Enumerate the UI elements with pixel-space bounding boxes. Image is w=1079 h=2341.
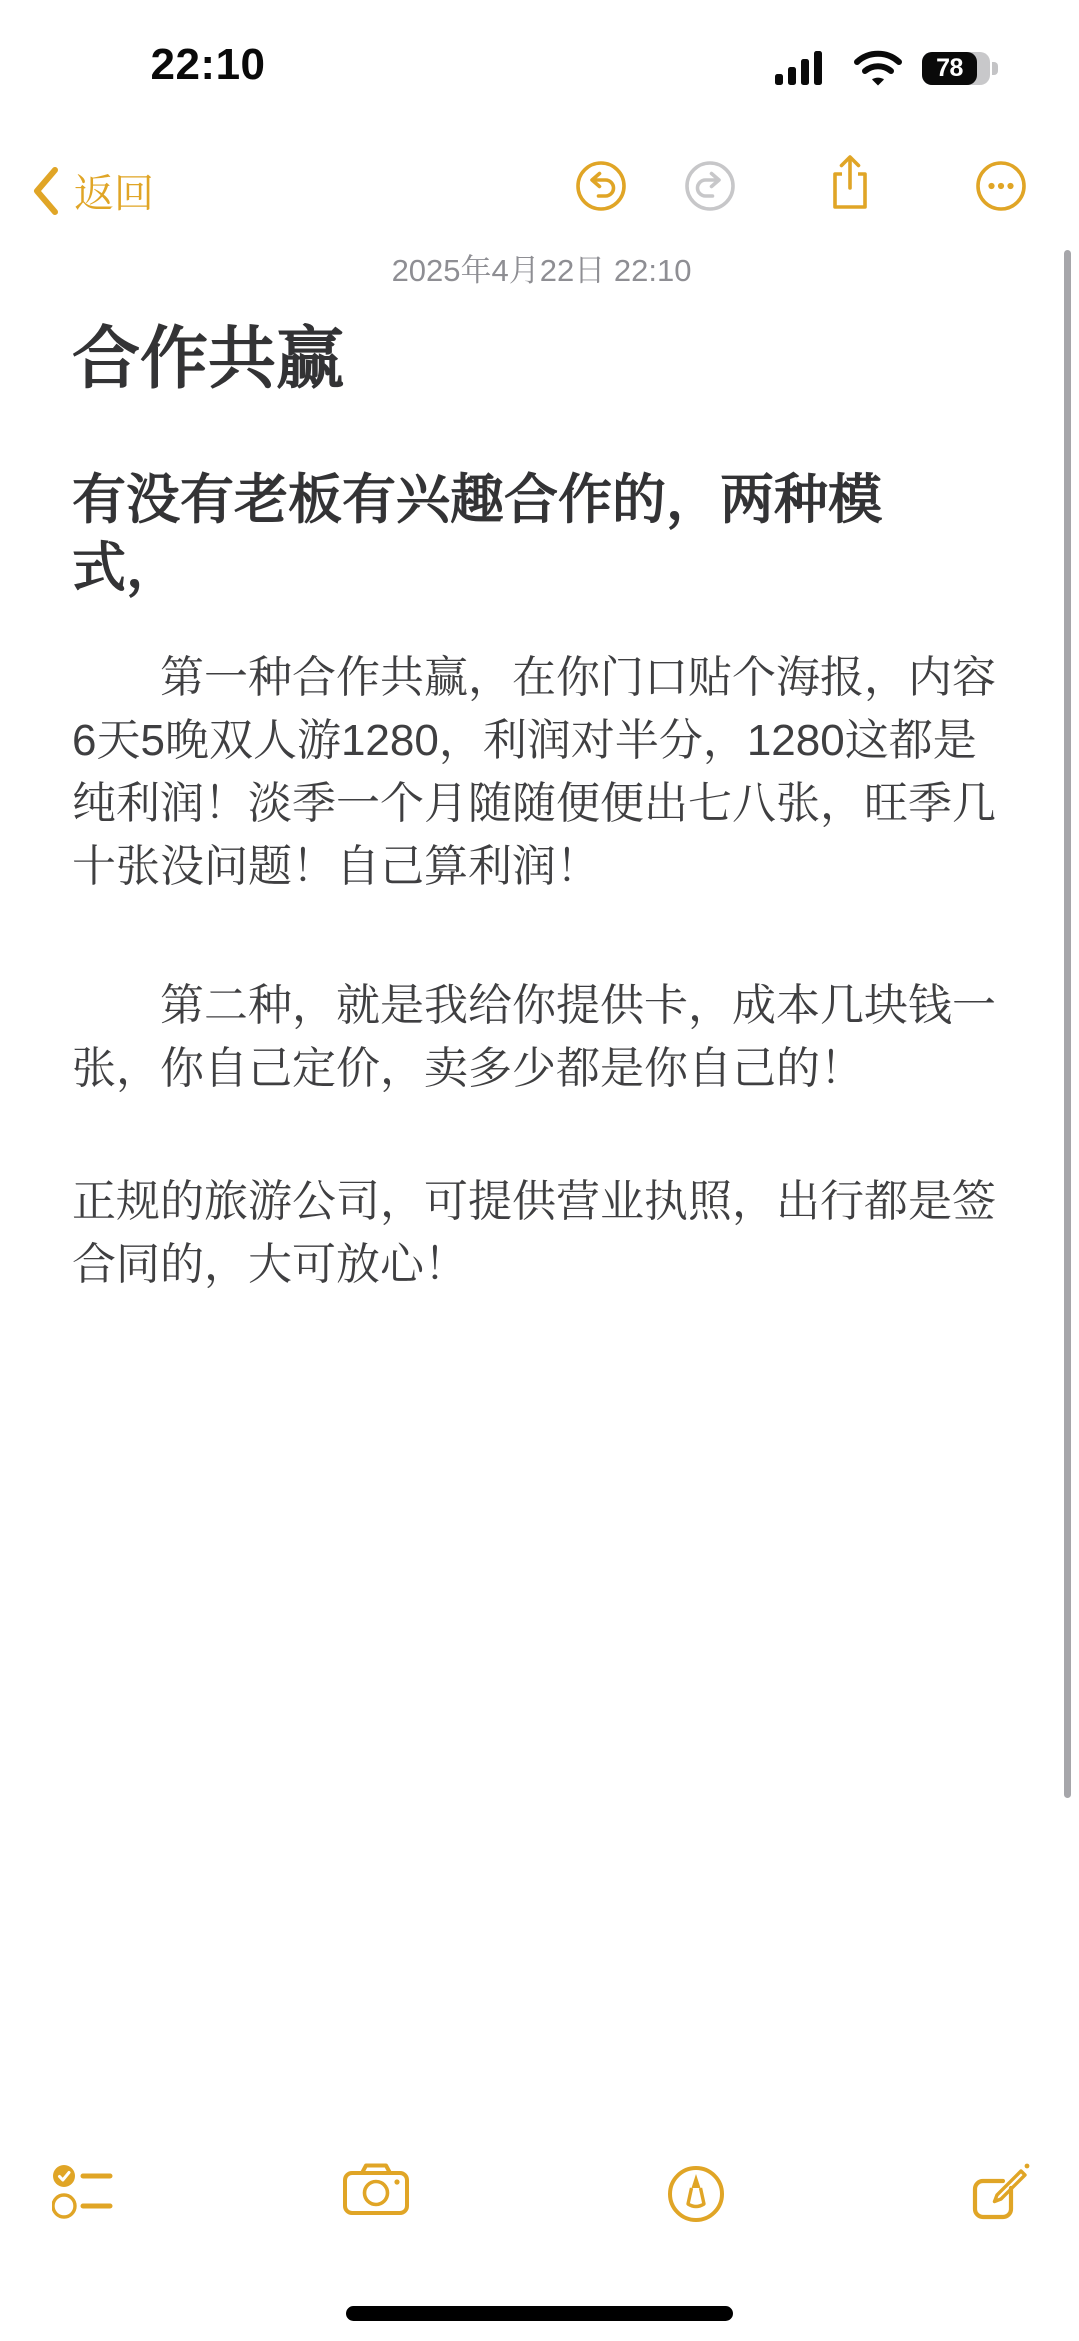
share-icon[interactable] — [824, 152, 876, 212]
note-paragraph — [72, 974, 1011, 1100]
wifi-icon — [853, 50, 903, 86]
paragraph-line: 6天5晚双人游1280，利润对半分，1280这都是 — [72, 716, 977, 765]
battery-percent: 78 — [936, 53, 963, 82]
battery-cap — [992, 62, 998, 75]
paragraph-line: 纯利润！淡季一个月随随便便出七八张，旺季几 — [72, 779, 996, 828]
undo-icon[interactable] — [575, 160, 627, 212]
chevron-left-icon — [30, 165, 60, 217]
paragraph-line: 正规的旅游公司，可提供营业执照，出行都是签 — [72, 1177, 996, 1226]
note-heading — [72, 466, 1011, 602]
compose-icon[interactable] — [964, 2162, 1030, 2232]
note-paragraph — [72, 1170, 1011, 1296]
paragraph-line: 张，你自己定价，卖多少都是你自己的！ — [72, 1044, 864, 1093]
note-editor[interactable] — [72, 252, 1011, 1296]
paragraph-line: 第二种，就是我给你提供卡，成本几块钱一 — [160, 981, 996, 1030]
home-indicator[interactable] — [346, 2306, 733, 2321]
markup-pen-icon[interactable] — [664, 2162, 730, 2232]
cellular-signal-icon — [775, 50, 834, 86]
checklist-icon[interactable] — [52, 2162, 118, 2232]
note-paragraph — [72, 646, 1011, 898]
paragraph-line: 十张没问题！自己算利润！ — [72, 842, 600, 891]
status-icons — [775, 50, 990, 86]
back-button[interactable] — [30, 162, 154, 219]
scrollbar[interactable] — [1064, 250, 1071, 1798]
heading-line: 式， — [72, 538, 180, 598]
nav-bar — [0, 150, 1079, 230]
note-date: 2025年4月22日 22:10 — [391, 253, 692, 288]
battery-icon — [922, 52, 990, 85]
note-title: 合作共赢 — [72, 321, 345, 397]
heading-line: 有没有老板有兴趣合作的，两种模 — [72, 470, 882, 530]
back-button-label: 返回 — [74, 172, 154, 216]
bottom-toolbar — [0, 2162, 1079, 2242]
paragraph-line: 第一种合作共赢，在你门口贴个海报，内容 — [160, 653, 996, 702]
more-icon[interactable] — [975, 160, 1027, 212]
status-time: 22:10 — [150, 40, 266, 89]
paragraph-line: 合同的，大可放心！ — [72, 1240, 468, 1289]
camera-icon[interactable] — [342, 2162, 408, 2232]
redo-icon — [684, 160, 736, 212]
status-bar — [0, 0, 1079, 110]
